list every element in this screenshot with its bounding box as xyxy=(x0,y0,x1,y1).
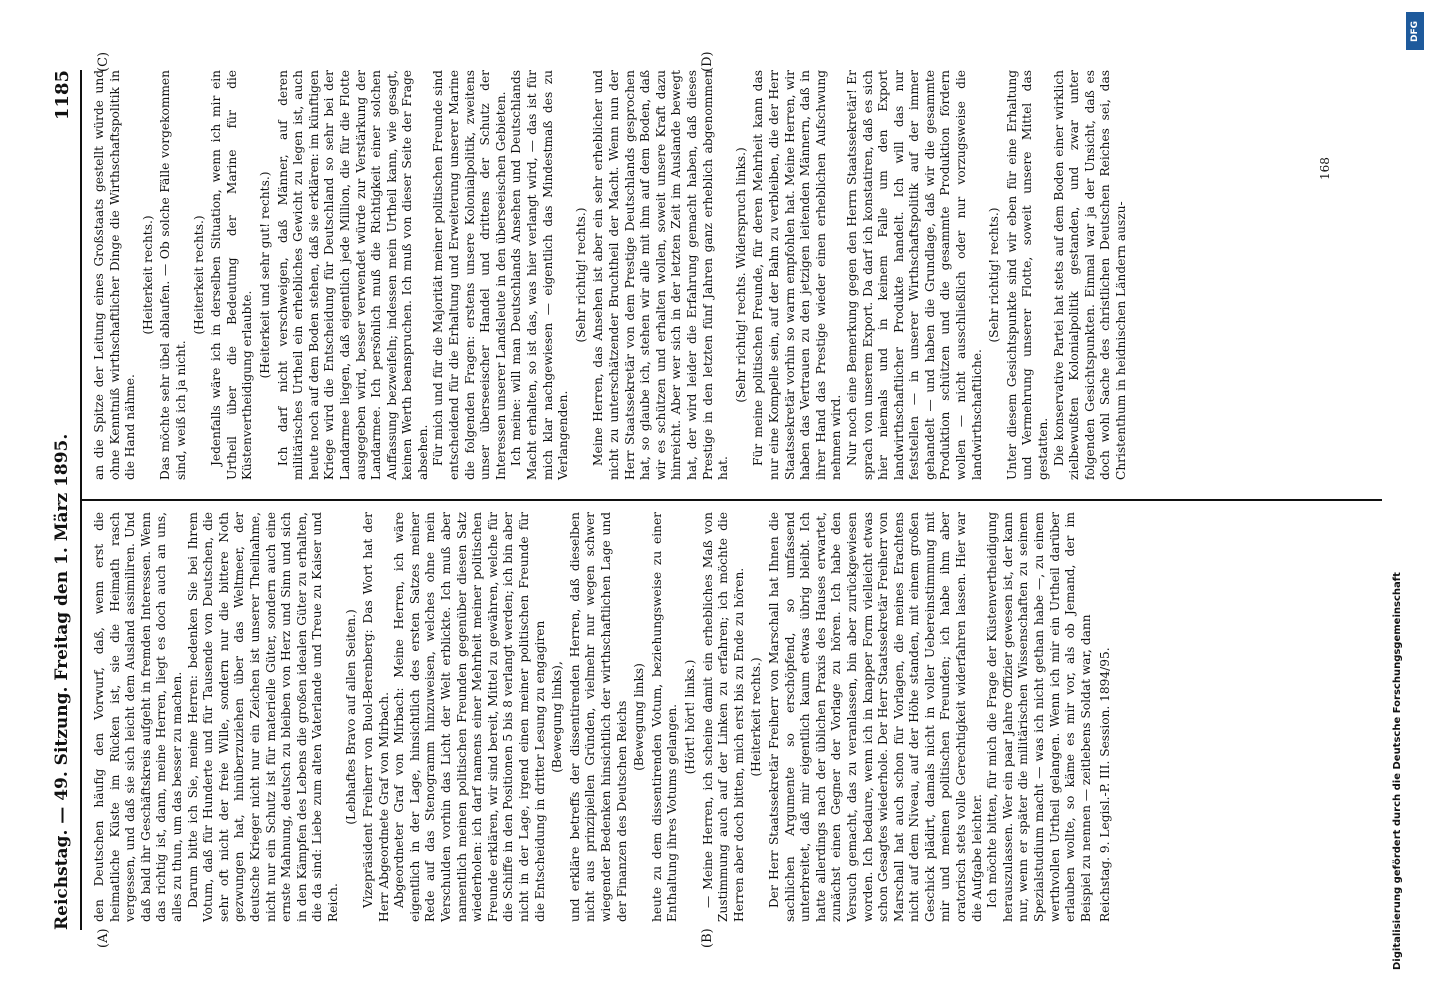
speaker-paragraph: Vizepräsident Freiherr von Buol-Berenberg: Das Wort hat der Herr Abgeordnete Graf von Mirbach. xyxy=(361,512,391,922)
paragraph: Jedenfalls wäre ich in derselben Situation, wenn ich mir ein Urtheil über die Bedeutung der Marine für die Küstenvertheidigung erlaubte. xyxy=(209,70,255,480)
stage-direction: (Sehr richtig! rechts.) xyxy=(573,207,588,343)
paragraph: Meine Herren, das Ansehen ist aber ein sehr erheblicher und nicht zu unterschätzender Bruchtheil der Macht. Wenn nun der Herr Staatssekretär von dem Prestige Deutschlands gesprochen hat, so glaube ich, stehen wir alle mit ihm auf dem Boden, daß wir es schützen und erhalten wollen, soweit unsere Kraft dazu hinreicht. Aber wer sich in der letzten Zeit im Auslande bewegt hat, der wird leider die Erfahrung gemacht haben, daß dieses Prestige in den letzten fünf Jahren ganz erheblich abgenommen hat. xyxy=(591,70,731,480)
page-number: 1185 xyxy=(52,70,73,121)
stage-direction: (Sehr richtig! rechts.) xyxy=(987,207,1002,343)
stage-direction: (Bewegung links) xyxy=(632,663,647,771)
paragraph: an die Spitze der Leitung eines Großstaats gestellt würde und ohne Kenntniß wirthschaftlicher Dinge die Wirthschaftspolitik in die Hand nähme. xyxy=(92,70,138,480)
signature-mark: 168 xyxy=(1318,157,1332,180)
paragraph: den Deutschen häufig den Vorwurf, daß, wenn erst die heimatliche Küste im Rücken ist, sie die Heimath rasch vergessen, und daß sie sich leicht dem Ausland assimiliren. Und daß bald ihr Geschäftskreis aufgeht in fremden Interessen. Wenn das richtig ist, dann, meine Herren, liegt es doch auch an uns, alles zu thun, um das besser zu machen. xyxy=(92,512,184,922)
paragraph: Ich möchte bitten, für mich die Frage der Küstenvertheidigung herauszulassen. Wer ein paar Jahre Offizier gewesen ist, der kann nur, wenn er später die militärischen Wissenschaften zu seinem Spezialstudium macht — was ich nicht gethan habe —, zu einem werthvollen Urtheil gelangen. Wenn ich mir ein Urtheil darüber erlauben wollte, so käme es mir vor, als ob Jemand, der im Beispiel zu nennen — zeitlebens Soldat war, dann xyxy=(985,512,1093,922)
paragraph: Ich meine: will man Deutschlands Ansehen und Deutschlands Macht erhalten, so ist das, was hier verlangt wird, — das ist für mich klar nachgewiesen — eigentlich das Mindestmaß des zu Verlangenden. xyxy=(509,70,571,480)
paragraph: und erkläre betreffs der dissentirenden Herren, daß dieselben nicht aus prinzipiellen Gründen, vielmehr nur wegen schwer wiegender Bedenken hinsichtlich der wirthschaftlichen Lage und der Finanzen des Deutschen Reichs xyxy=(567,512,629,922)
stage-direction: (Hört! hört! links.) xyxy=(682,659,697,775)
margin-mark-b: (B) xyxy=(700,928,715,948)
dfg-logo: DFG xyxy=(1406,12,1424,50)
left-column xyxy=(92,512,1126,922)
paragraph: Das möchte sehr übel ablaufen. — Ob solche Fälle vorgekommen sind, weiß ich ja nicht. xyxy=(158,70,188,480)
paragraph: — Meine Herren, ich scheine damit ein erhebliches Maß von Zustimmung auch auf der Linken zu erfahren; ich möchte die Herren aber doch bitten, mich erst bis zu Ende zu hören. xyxy=(700,512,746,922)
stage-direction: (Lebhaftes Bravo auf allen Seiten.) xyxy=(343,609,358,825)
paragraph: Die konservative Partei hat stets auf dem Boden einer wirklich zielbewußten Kolonialpolitik gestanden, und zwar unter folgenden Gesichtspunkten. Einmal war ja der Unsicht, daß es doch wohl Sache des christlichen Deutschen Reiches sei, das Christenthum in heidnischen Ländern auszu- xyxy=(1051,70,1128,480)
stage-direction: (Sehr richtig! rechts. Widerspruch links.) xyxy=(733,147,748,403)
paragraph: Unter diesem Gesichtspunkte sind wir eben für eine Erhaltung und Vermehrung unserer Flotte, soweit unsere Mittel das gestatten. xyxy=(1004,70,1051,480)
stage-direction: (Bewegung links), xyxy=(550,661,565,773)
margin-mark-c: (C) xyxy=(96,51,111,72)
stage-direction: (Heiterkeit und sehr gut! rechts.) xyxy=(257,171,272,379)
stage-direction: (Heiterkeit rechts.) xyxy=(191,215,206,335)
paragraph: Darum bitte ich Sie, meine Herren: bedenken Sie bei Ihrem Votum, daß für Hunderte und für Tausende von Deutschen, die sehr oft nicht der freie Wille, sondern nur die bittere Noth gezwungen hat, hinüberzuziehen über das Weltmeer, der deutsche Krieger nicht nur ein Zeichen ist unserer Theilnahme, nicht nur ein Schutz ist für materielle Güter, sondern auch eine ernste Mahnung, deutsch zu bleiben von Herz und Sinn und sich in den Kämpfen des Lebens die großen idealen Güter zu erhalten, die da sind: Liebe zum alten Vaterlande und Treue zu Kaiser und Reich. xyxy=(185,512,340,922)
paragraph: Für meine politischen Freunde, für deren Mehrheit kann das nur eine Kompelle sein, auf der Bahn zu verbleiben, die der Herr Staatssekretär vorhin so warm empfohlen hat. Meine Herren, wir haben das Vertrauen zu den jetzigen leitenden Männern, daß in ihrer Hand das Prestige wieder einen erheblichen Aufschwung nehmen wird. xyxy=(751,70,844,480)
digitization-note: Digitalisierung gefördert durch die Deutsche Forschungsgemeinschaft xyxy=(1392,572,1403,970)
paragraph: Nur noch eine Bemerkung gegen den Herrn Staatssekretär! Er sprach von unserem Export. Da darf ich konstatiren, daß es sich hier niemals und in keinem Falle um den Export landwirthschaftlicher Produkte handelt. Ich will das nur feststellen — in unserer Wirthschaftspolitik auf der immer gehandelt — und haben die Grundlage, daß wir die gesammte Produktion schützen und die gesammte Produktion fördern wollen — nicht ausschließlich oder nur vorzugsweise die landwirthschaftliche. xyxy=(844,70,984,480)
margin-mark-a: (A) xyxy=(96,928,111,948)
paragraph: heute zu dem dissentirenden Votum, beziehungsweise zu einer Enthaltung ihres Votums gelangen. xyxy=(649,512,680,922)
paragraph: Für mich und für die Majorität meiner politischen Freunde sind entscheidend für die Erhaltung und Erweiterung unserer Marine die folgenden Fragen: erstens unsere Kolonialpolitik, zweitens unser überseeischer Handel und drittens der Schutz der Interessen unserer Landsleute in den überseeischen Gebieten. xyxy=(431,70,508,480)
stage-direction: (Heiterkeit rechts.) xyxy=(140,215,155,335)
paragraph: Der Herr Staatssekretär Freiherr von Marschall hat Ihnen die sachlichen Argumente so erschöpfend, so umfassend unterbreitet, daß mir eigentlich kaum etwas übrig bleibt. Ich hatte allerdings nach der üblichen Praxis des Hauses erwartet, zunächst einen Gegner der Vorlage zu hören. Ich habe den Versuch gemacht, das zu veranlassen, bin aber zurückgewiesen worden. Ich bedaure, wenn ich in knapper Form vielleicht etwas schon Gesagtes wiederhole. Der Herr Staatssekretär Freiherr von Marschall hat auch schon für Vorlagen, die meines Erachtens nicht auf dem Niveau, auf der Höhe standen, mit einem großen Geschick plädirt, damals nicht in voller Uebereinstimmung mit mir und meinen politischen Freunden; ich habe ihm aber oratorisch stets volle Gerechtigkeit widerfahren lassen. Hier war die Aufgabe leichter. xyxy=(766,512,984,922)
paragraph: Ich darf nicht verschweigen, daß Männer, auf deren militärisches Urtheil ein erhebliches Gewicht zu legen ist, auch heute noch auf dem Boden stehen, daß sie erklären: im künftigen Kriege wird die Entscheidung für Deutschland so sehr bei der Landarmee liegen, daß eigentlich jede Million, die für die Flotte ausgegeben wird, besser verwendet würde zur Verstärkung der Landarmee. Ich persönlich muß die Richtigkeit einer solchen Auffassung bezweifeln; indessen mein Urtheil kann, wie gesagt, keinen Werth beanspruchen. Ich muß von dieser Seite der Frage absehen. xyxy=(275,70,430,480)
page-header xyxy=(48,70,78,930)
stage-direction: (Heiterkeit rechts.) xyxy=(749,657,764,777)
column-divider xyxy=(82,499,1382,501)
margin-mark-d: (D) xyxy=(700,51,715,72)
footer-citation: Reichstag. 9. Legisl.-P. III. Session. 1894/95. xyxy=(1098,647,1113,922)
speaker-paragraph: Abgeordneter Graf von Mirbach: Meine Herren, ich wäre eigentlich in der Lage, hinsichtlich des ersten Satzes meiner Rede auf das Stenogramm hinzuweisen, welches ohne mein Verschulden vorhin das Licht der Welt erblickte. Ich muß aber namentlich meinen politischen Freunden gegenüber diesen Satz wiederholen: ich darf namens einer Mehrheit meiner politischen Freunde erklären, wir sind bereit, Mittel zu gewähren, welche für die Schiffe in den Positionen 5 bis 8 verlangt werden; ich bin aber nicht in der Lage, irgend einen meiner politischen Freunde für die Entscheidung in dritter Lesung zu engagiren xyxy=(392,512,547,922)
right-column xyxy=(92,70,1130,480)
running-title: Reichstag. — 49. Sitzung. Freitag den 1. März 1895. xyxy=(52,433,72,930)
